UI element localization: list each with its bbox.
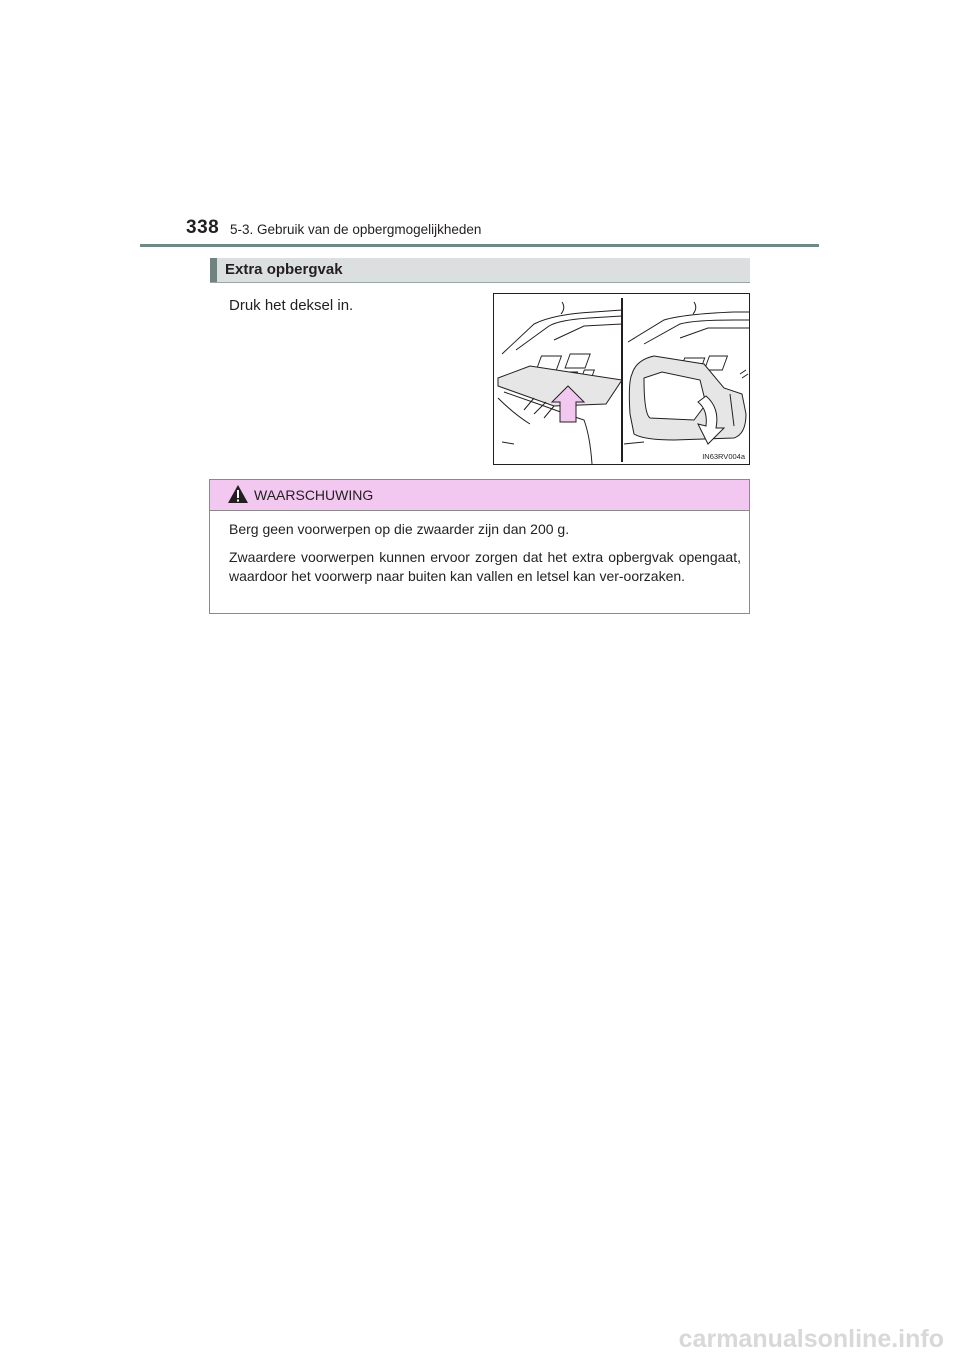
instruction-text: Druk het deksel in. [229, 297, 354, 314]
warning-box [209, 479, 750, 614]
page-number: 338 [186, 217, 220, 238]
warning-paragraph: Zwaardere voorwerpen kunnen ervoor zorgen dat het extra opbergvak opengaat, waardoor het voorwerp naar buiten kan vallen en letsel kan ver-oorzaken. [229, 549, 741, 584]
figure-id: IN63RV004a [702, 452, 745, 461]
warning-header [210, 480, 749, 511]
section-heading-bar [210, 258, 750, 283]
section-accent [210, 258, 217, 282]
warning-triangle-icon [227, 484, 249, 504]
storage-illustration [493, 293, 750, 465]
running-header: 5-3. Gebruik van de opbergmogelijkheden [230, 222, 482, 237]
watermark: carmanualsonline.info [678, 1325, 944, 1353]
warning-title: WAARSCHUWING [254, 487, 374, 503]
header-rule [140, 244, 819, 247]
warning-body [229, 520, 741, 595]
section-title: Extra opbergvak [225, 261, 343, 278]
overhead-console-drawing [494, 294, 750, 465]
warning-paragraph: Berg geen voorwerpen op die zwaarder zijn dan 200 g. [229, 521, 570, 537]
